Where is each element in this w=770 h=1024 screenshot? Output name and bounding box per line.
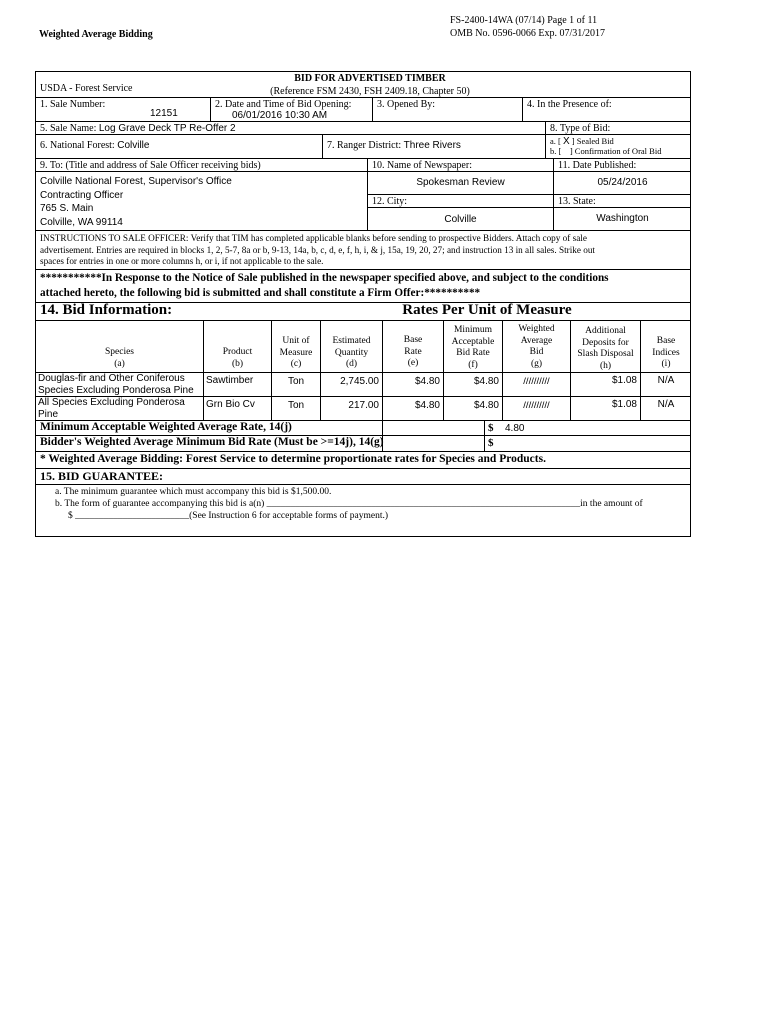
col-min-rate-header: Minimum Acceptable Bid Rate (f) — [451, 325, 495, 370]
newspaper-value[interactable]: Spokesman Review — [416, 177, 505, 188]
address-line: Colville, WA 99114 — [40, 216, 123, 228]
table-row-unit[interactable]: Ton — [287, 400, 305, 411]
table-row-species[interactable]: All Species Excluding Ponderosa Pine — [38, 397, 185, 420]
instructions — [40, 233, 688, 268]
state-label: 13. State: — [558, 196, 596, 207]
table-row-species[interactable]: Douglas-fir and Other Coniferous Species Excluding Ponderosa Pine — [38, 373, 194, 396]
guarantee-line-b[interactable]: b. The form of guarantee accompanying this bid is a(n) __________________________________________________________________in the amount of — [55, 499, 643, 509]
instructions-line: advertisement. Entries are required in blocks 1, 2, 5-7, 8a or b, 9-13, 14a, b, c, d, e, f, h, i, & j, 15a, 19, 20, 27; and instruction 13 in all sales. Strike out — [40, 244, 595, 255]
sealed-bid-mark: X — [562, 136, 570, 147]
table-row-weighted: ////////// — [523, 376, 550, 387]
sale-name-field — [40, 123, 236, 134]
col-indices-header: Base Indices (i) — [652, 336, 680, 369]
oral-bid-label: ] Confirmation of Oral Bid — [569, 146, 662, 156]
table-row-quantity[interactable]: 217.00 — [348, 400, 379, 411]
weighted-footnote: * Weighted Average Bidding: Forest Service to determine proportionate rates for Species and Products. — [40, 453, 546, 465]
forest-value[interactable]: Colville — [117, 140, 150, 151]
doc-title: Weighted Average Bidding — [39, 29, 153, 40]
bidder-rate-input[interactable] — [500, 436, 690, 450]
form-title: BID FOR ADVERTISED TIMBER — [294, 73, 446, 84]
firm-offer-line: attached hereto, the following bid is submitted and shall constitute a Firm Offer:********** — [40, 286, 481, 299]
district-label: 7. Ranger District: — [327, 140, 402, 151]
table-row-min-rate[interactable]: $4.80 — [473, 400, 499, 411]
col-product-header: Product (b) — [222, 347, 253, 369]
state-value[interactable]: Washington — [596, 213, 649, 224]
table-row-product[interactable]: Sawtimber — [206, 375, 254, 386]
omb-number: OMB No. 0596-0066 Exp. 07/31/2017 — [450, 28, 605, 39]
agency-label: USDA - Forest Service — [40, 83, 133, 94]
type-of-bid-label: 8. Type of Bid: — [550, 123, 611, 134]
table-row-product[interactable]: Grn Bio Cv — [206, 399, 255, 410]
min-avg-rate-label: Minimum Acceptable Weighted Average Rate, 14(j) — [40, 421, 292, 433]
to-label: 9. To: (Title and address of Sale Officer receiving bids) — [40, 160, 261, 171]
bidder-rate-currency: $ — [488, 437, 494, 449]
table-row-unit[interactable]: Ton — [287, 376, 305, 387]
table-row-min-rate[interactable]: $4.80 — [473, 376, 499, 387]
firm-offer-line: ***********In Response to the Notice of Sale published in the newspaper specified above, and subject to the conditions — [40, 272, 609, 284]
min-avg-rate-currency: $ — [488, 422, 494, 434]
table-row-indices[interactable]: N/A — [657, 375, 675, 386]
col-unit-header: Unit of Measure (c) — [279, 336, 313, 369]
table-row-indices[interactable]: N/A — [657, 399, 675, 410]
bid-info-title: 14. Bid Information: — [40, 302, 173, 318]
sale-name-value[interactable]: Log Grave Deck TP Re-Offer 2 — [98, 123, 236, 134]
guarantee-line-a: a. The minimum guarantee which must accompany this bid is $1,500.00. — [55, 487, 332, 497]
table-row-base-rate[interactable]: $4.80 — [414, 376, 440, 387]
forest-field — [40, 140, 149, 151]
table-row-slash[interactable]: $1.08 — [611, 399, 637, 410]
col-base-rate-header: Base Rate (e) — [403, 335, 423, 368]
firm-offer-statement — [40, 271, 609, 300]
district-value[interactable]: Three Rivers — [403, 140, 461, 151]
newspaper-label: 10. Name of Newspaper: — [372, 160, 472, 171]
table-row-quantity[interactable]: 2,745.00 — [340, 376, 379, 387]
sealed-bid-bracket: a. [ — [550, 136, 561, 146]
col-species-header: Species (a) — [104, 347, 135, 369]
instructions-line: INSTRUCTIONS TO SALE OFFICER: Verify that TIM has completed applicable blanks before sending to prospective Bidders. Attach copy of sale — [40, 233, 587, 243]
address-line: Contracting Officer — [40, 189, 124, 201]
district-field — [327, 140, 461, 151]
address-line: 765 S. Main — [40, 203, 94, 214]
sealed-bid-label: ] Sealed Bid — [571, 136, 614, 146]
form-reference: (Reference FSM 2430, FSH 2409.18, Chapter 50) — [270, 86, 470, 97]
rates-title: Rates Per Unit of Measure — [402, 302, 572, 318]
table-row-weighted: ////////// — [523, 400, 550, 411]
presence-label: 4. In the Presence of: — [527, 99, 612, 110]
guarantee-line-c[interactable]: $ ________________________(See Instruction 6 for acceptable forms of payment.) — [68, 511, 389, 521]
bid-guarantee-title: 15. BID GUARANTEE: — [40, 469, 164, 483]
city-label: 12. City: — [372, 196, 408, 207]
forest-label: 6. National Forest: — [40, 140, 115, 151]
col-slash-header: Additional Deposits for Slash Disposal (h) — [577, 326, 634, 371]
sale-number-value[interactable]: 12151 — [150, 108, 178, 119]
sale-number-label: 1. Sale Number: — [40, 99, 106, 110]
city-value[interactable]: Colville — [444, 214, 477, 225]
bidder-rate-label: Bidder's Weighted Average Minimum Bid Rate (Must be >=14j), 14(g) — [40, 436, 384, 448]
officer-address[interactable] — [40, 175, 232, 229]
date-published-label: 11. Date Published: — [558, 160, 637, 171]
date-published-value[interactable]: 05/24/2016 — [597, 177, 648, 188]
opened-by-label: 3. Opened By: — [377, 99, 436, 110]
sale-name-label: 5. Sale Name: — [40, 123, 97, 134]
min-avg-rate-value[interactable]: 4.80 — [505, 423, 525, 434]
oral-bid-option[interactable] — [550, 146, 661, 156]
bid-datetime-label: 2. Date and Time of Bid Opening: — [215, 99, 352, 110]
col-quantity-header: Estimated Quantity (d) — [332, 336, 371, 369]
form-number: FS-2400-14WA (07/14) Page 1 of 11 — [450, 15, 598, 26]
bid-datetime-value[interactable]: 06/01/2016 10:30 AM — [232, 110, 328, 121]
oral-bid-bracket: b. [ — [550, 146, 562, 156]
address-line: Colville National Forest, Supervisor's Office — [40, 176, 232, 187]
table-row-base-rate[interactable]: $4.80 — [414, 400, 440, 411]
col-weighted-header: Weighted Average Bid (g) — [518, 324, 555, 369]
instructions-line: spaces for entries in one or more columns h, or i, if not applicable to the sale. — [40, 256, 324, 266]
table-row-slash[interactable]: $1.08 — [611, 375, 637, 386]
